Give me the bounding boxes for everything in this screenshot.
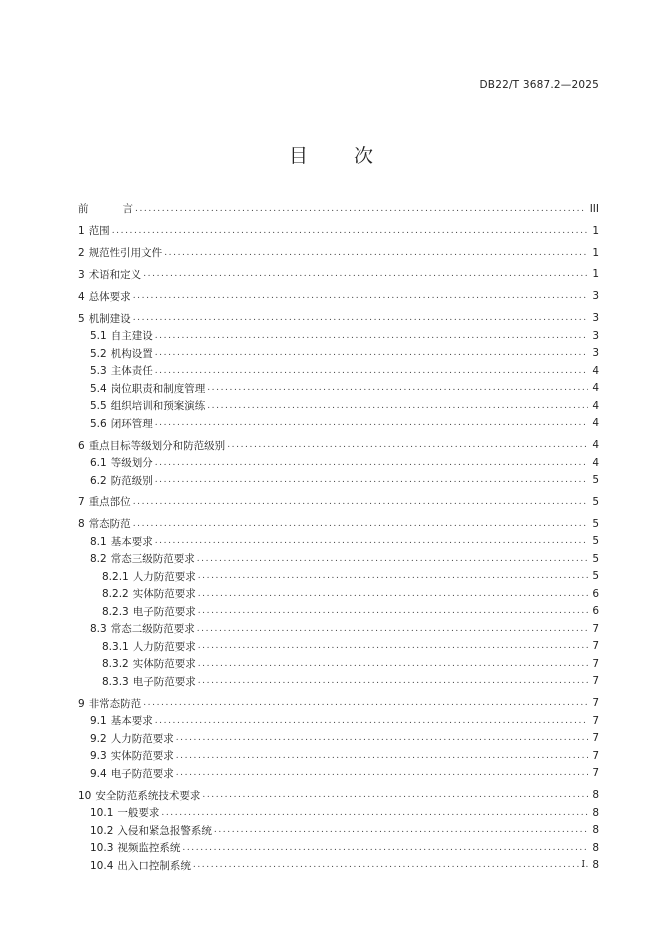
toc-leader-dots xyxy=(161,808,588,818)
toc-entry-title: 电子防范要求 xyxy=(132,605,196,618)
toc-entry-number: 5.3 xyxy=(90,365,107,378)
toc-leader-dots xyxy=(155,331,589,341)
toc-entry[interactable] xyxy=(78,244,599,262)
toc-entry-title: 一般要求 xyxy=(117,807,160,820)
toc-leader-dots xyxy=(198,589,589,599)
toc-entry-number: 10.3 xyxy=(90,842,114,855)
toc-leader-dots xyxy=(182,843,588,853)
toc-entry-page: 7 xyxy=(592,697,599,710)
toc-entry-label xyxy=(78,569,198,584)
toc-entry-title: 总体要求 xyxy=(88,290,131,303)
toc-leader-dots xyxy=(155,348,589,358)
toc-entry-title: 出入口控制系统 xyxy=(117,859,191,872)
toc-entry[interactable] xyxy=(78,765,599,783)
toc-entry-number: 5.4 xyxy=(90,382,107,395)
toc-entry-label xyxy=(78,674,198,689)
toc-entry-number: 10.1 xyxy=(90,807,114,820)
toc-leader-dots xyxy=(155,458,589,468)
toc-entry-label xyxy=(78,823,214,838)
toc-entry-number: 9 xyxy=(78,697,85,710)
toc-entry-number: 8.2.1 xyxy=(102,570,129,583)
toc-leader-dots xyxy=(135,204,586,214)
toc-entry[interactable] xyxy=(78,436,599,454)
toc-entry-page: 7 xyxy=(592,749,599,762)
toc-entry-page: 3 xyxy=(592,347,599,360)
toc-entry-page: III xyxy=(589,202,599,215)
toc-leader-dots xyxy=(133,519,589,529)
toc-entry-title: 入侵和紧急报警系统 xyxy=(117,824,212,837)
toc-entry[interactable] xyxy=(78,414,599,432)
toc-entry-number: 10.4 xyxy=(90,859,114,872)
toc-entry-page: 7 xyxy=(592,714,599,727)
toc-entry[interactable] xyxy=(78,266,599,284)
toc-entry-page: 1 xyxy=(592,268,599,281)
toc-leader-dots xyxy=(143,698,588,708)
toc-entry[interactable] xyxy=(78,515,599,533)
toc-entry-label xyxy=(78,696,143,711)
toc-leader-dots xyxy=(193,860,588,870)
toc-entry-label xyxy=(78,656,198,671)
toc-entry-page: 8 xyxy=(592,841,599,854)
toc-entry-label xyxy=(78,346,155,361)
toc-entry[interactable] xyxy=(78,550,599,568)
toc-entry-label xyxy=(78,858,193,873)
toc-entry-number: 8.3.2 xyxy=(102,658,129,671)
toc-entry-number: 6 xyxy=(78,439,85,452)
toc-entry-title: 范围 xyxy=(88,225,110,238)
toc-entry-number: 3 xyxy=(78,268,85,281)
toc-entry-page: 6 xyxy=(592,587,599,600)
toc-entry-label xyxy=(78,381,207,396)
toc-entry-title: 规范性引用文件 xyxy=(88,247,163,260)
toc-leader-dots xyxy=(198,641,589,651)
toc-entry-title: 实体防范要求 xyxy=(132,588,196,601)
toc-entry[interactable] xyxy=(78,309,599,327)
toc-entry-label xyxy=(78,289,133,304)
toc-entry-number: 8.3.1 xyxy=(102,640,129,653)
toc-entry-label xyxy=(78,840,182,855)
toc-entry-number: 8.3.3 xyxy=(102,675,129,688)
toc-entry[interactable] xyxy=(78,747,599,765)
toc-entry[interactable] xyxy=(78,839,599,857)
toc-leader-dots xyxy=(133,313,589,323)
toc-leader-dots xyxy=(133,497,589,507)
toc-entry-label xyxy=(78,494,133,509)
toc-entry-label xyxy=(78,416,155,431)
toc-entry-number: 8.1 xyxy=(90,535,107,548)
toc-entry-title: 机构设置 xyxy=(110,347,153,360)
toc-entry-title: 防范级别 xyxy=(110,474,153,487)
toc-entry-page: 7 xyxy=(592,767,599,780)
toc-entry[interactable] xyxy=(78,730,599,748)
toc-entry-page: 4 xyxy=(592,417,599,430)
toc-entry-label xyxy=(78,621,197,636)
toc-leader-dots xyxy=(202,790,588,800)
toc-entry[interactable] xyxy=(78,362,599,380)
toc-entry-title: 人力防范要求 xyxy=(110,732,174,745)
toc-leader-dots xyxy=(176,733,589,743)
toc-entry-number: 5.1 xyxy=(90,330,107,343)
toc-entry-title: 自主建设 xyxy=(110,330,153,343)
toc-entry[interactable] xyxy=(78,327,599,345)
toc-leader-dots xyxy=(197,554,589,564)
toc-entry-page: 1 xyxy=(592,224,599,237)
toc-leader-dots xyxy=(197,624,589,634)
toc-entry-number: 10.2 xyxy=(90,824,114,837)
toc-entry-title: 主体责任 xyxy=(110,365,153,378)
toc-entry-page: 5 xyxy=(592,517,599,530)
toc-entry-label xyxy=(78,516,133,531)
toc-entry[interactable] xyxy=(78,533,599,551)
toc-entry-label xyxy=(78,639,198,654)
toc-entry-page: 4 xyxy=(592,364,599,377)
toc-entry-page: 7 xyxy=(592,657,599,670)
toc-entry-label xyxy=(78,473,155,488)
toc-entry[interactable] xyxy=(78,804,599,822)
toc-entry-label xyxy=(78,311,133,326)
toc-entry-number: 5.2 xyxy=(90,347,107,360)
toc-entry-page: 7 xyxy=(592,640,599,653)
toc-entry-title: 常态二级防范要求 xyxy=(110,623,195,636)
toc-entry-number: 6.2 xyxy=(90,474,107,487)
toc-entry-title: 人力防范要求 xyxy=(132,640,196,653)
toc-entry-page: 8 xyxy=(592,789,599,802)
toc-entry-title: 基本要求 xyxy=(110,535,153,548)
toc-entry-page: 5 xyxy=(592,570,599,583)
toc-leader-dots xyxy=(207,401,588,411)
toc-entry-page: 7 xyxy=(592,622,599,635)
toc-entry-page: 8 xyxy=(592,859,599,872)
toc-entry[interactable] xyxy=(78,638,599,656)
toc-entry[interactable] xyxy=(78,454,599,472)
toc-entry-label xyxy=(78,748,176,763)
toc-entry-number: 8.3 xyxy=(90,623,107,636)
toc-entry-title: 言 xyxy=(122,203,133,216)
toc-entry-number: 10 xyxy=(78,789,92,802)
toc-entry-number: 5 xyxy=(78,312,85,325)
toc-entry-number: 9.1 xyxy=(90,715,107,728)
toc-entry[interactable] xyxy=(78,288,599,306)
toc-entry[interactable] xyxy=(78,200,599,218)
toc-entry-title: 机制建设 xyxy=(88,312,131,325)
toc-entry[interactable] xyxy=(78,471,599,489)
toc-entry[interactable] xyxy=(78,603,599,621)
toc-entry-title: 实体防范要求 xyxy=(132,658,196,671)
toc-entry[interactable] xyxy=(78,222,599,240)
toc-leader-dots xyxy=(143,269,588,279)
toc-entry-page: 5 xyxy=(592,474,599,487)
toc-entry-title: 术语和定义 xyxy=(88,268,142,281)
toc-entry-title: 组织培训和预案演练 xyxy=(110,400,206,413)
title-char-1: 目 xyxy=(288,145,308,167)
toc-leader-dots xyxy=(227,440,588,450)
toc-entry[interactable] xyxy=(78,585,599,603)
toc-entry-page: 4 xyxy=(592,439,599,452)
toc-entry-label xyxy=(78,604,198,619)
toc-entry-page: 3 xyxy=(592,329,599,342)
toc-entry[interactable] xyxy=(78,695,599,713)
toc-entry-page: 5 xyxy=(592,535,599,548)
toc-entry-number: 9.4 xyxy=(90,767,107,780)
table-of-contents xyxy=(78,200,599,874)
toc-entry[interactable] xyxy=(78,655,599,673)
document-code: DB22/T 3687.2—2025 xyxy=(479,79,599,91)
toc-entry-label xyxy=(78,201,135,216)
toc-leader-dots xyxy=(155,536,589,546)
toc-entry-page: 5 xyxy=(592,495,599,508)
toc-entry-title: 闭环管理 xyxy=(110,417,153,430)
toc-entry-label xyxy=(78,586,198,601)
toc-entry[interactable] xyxy=(78,620,599,638)
toc-entry-number: 8 xyxy=(78,518,85,531)
toc-leader-dots xyxy=(155,366,589,376)
toc-entry-number: 9.2 xyxy=(90,732,107,745)
toc-entry-title: 基本要求 xyxy=(110,715,153,728)
toc-entry-label xyxy=(78,438,227,453)
toc-leader-dots xyxy=(133,291,589,301)
toc-entry-label xyxy=(78,223,112,238)
toc-entry-title: 常态防范 xyxy=(88,518,131,531)
toc-leader-dots xyxy=(198,676,589,686)
toc-leader-dots xyxy=(176,751,589,761)
toc-entry-label xyxy=(78,551,197,566)
toc-entry-page: 1 xyxy=(592,246,599,259)
toc-entry[interactable] xyxy=(78,379,599,397)
toc-entry-number: 5.6 xyxy=(90,417,107,430)
toc-entry-title: 视频监控系统 xyxy=(117,842,181,855)
toc-entry-label xyxy=(78,267,143,282)
toc-entry-page: 3 xyxy=(592,312,599,325)
toc-entry-page: 7 xyxy=(592,675,599,688)
toc-entry-page: 4 xyxy=(592,399,599,412)
toc-leader-dots xyxy=(198,606,589,616)
toc-entry-number: 前 xyxy=(78,203,89,216)
toc-entry-label xyxy=(78,805,161,820)
toc-entry-title: 电子防范要求 xyxy=(132,675,196,688)
toc-entry-page: 4 xyxy=(592,382,599,395)
toc-leader-dots xyxy=(198,571,589,581)
page-number: I xyxy=(581,860,585,870)
toc-entry-title: 常态三级防范要求 xyxy=(110,553,195,566)
page-title xyxy=(0,141,662,168)
toc-entry[interactable] xyxy=(78,673,599,691)
toc-entry-number: 8.2.3 xyxy=(102,605,129,618)
toc-entry-label xyxy=(78,328,155,343)
toc-entry-page: 7 xyxy=(592,732,599,745)
toc-leader-dots xyxy=(214,825,588,835)
toc-entry[interactable] xyxy=(78,344,599,362)
toc-entry-label xyxy=(78,713,155,728)
toc-entry-title: 重点部位 xyxy=(88,496,131,509)
toc-entry-page: 8 xyxy=(592,806,599,819)
toc-entry-title: 岗位职责和制度管理 xyxy=(110,382,206,395)
toc-leader-dots xyxy=(198,659,589,669)
toc-entry-number: 7 xyxy=(78,496,85,509)
toc-entry-label xyxy=(78,766,176,781)
toc-leader-dots xyxy=(155,716,589,726)
toc-entry-label xyxy=(78,363,155,378)
toc-entry-title: 电子防范要求 xyxy=(110,767,174,780)
toc-entry-label xyxy=(78,534,155,549)
toc-entry[interactable] xyxy=(78,397,599,415)
toc-entry-title: 等级划分 xyxy=(110,457,153,470)
toc-entry[interactable] xyxy=(78,821,599,839)
toc-entry-number: 8.2.2 xyxy=(102,588,129,601)
toc-entry-label xyxy=(78,788,202,803)
toc-entry-page: 4 xyxy=(592,456,599,469)
toc-entry-number: 5.5 xyxy=(90,400,107,413)
toc-entry[interactable] xyxy=(78,568,599,586)
toc-entry[interactable] xyxy=(78,856,599,874)
toc-leader-dots xyxy=(176,768,589,778)
toc-entry-number: 1 xyxy=(78,225,85,238)
toc-entry-page: 5 xyxy=(592,552,599,565)
toc-entry-label xyxy=(78,245,164,260)
toc-entry-number: 6.1 xyxy=(90,457,107,470)
toc-entry-page: 3 xyxy=(592,290,599,303)
toc-entry[interactable] xyxy=(78,786,599,804)
toc-entry-number: 9.3 xyxy=(90,750,107,763)
toc-entry-page: 6 xyxy=(592,605,599,618)
toc-entry-number: 2 xyxy=(78,247,85,260)
toc-entry[interactable] xyxy=(78,712,599,730)
toc-entry-title: 非常态防范 xyxy=(88,697,142,710)
title-char-2: 次 xyxy=(354,145,374,167)
toc-entry-title: 安全防范系统技术要求 xyxy=(95,789,201,802)
toc-entry-number: 8.2 xyxy=(90,553,107,566)
toc-entry-label xyxy=(78,731,176,746)
toc-entry-label xyxy=(78,398,207,413)
toc-leader-dots xyxy=(112,226,589,236)
toc-entry-title: 实体防范要求 xyxy=(110,750,174,763)
toc-entry-title: 人力防范要求 xyxy=(132,570,196,583)
toc-entry-title: 重点目标等级划分和防范级别 xyxy=(88,439,226,452)
toc-entry-label xyxy=(78,455,155,470)
toc-leader-dots xyxy=(207,383,588,393)
toc-entry[interactable] xyxy=(78,493,599,511)
toc-leader-dots xyxy=(164,248,588,258)
toc-entry-number: 4 xyxy=(78,290,85,303)
toc-leader-dots xyxy=(155,475,589,485)
toc-entry-page: 8 xyxy=(592,824,599,837)
toc-leader-dots xyxy=(155,418,589,428)
